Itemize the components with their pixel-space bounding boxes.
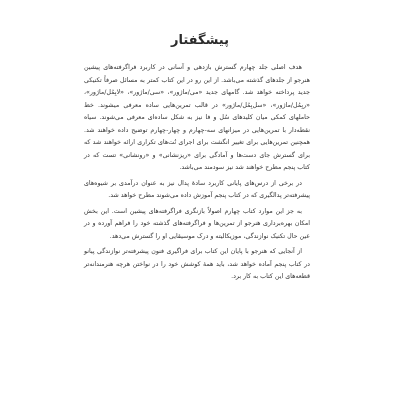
preface-body — [84, 62, 310, 284]
paragraph-1: هدف اصلی جلد چهارم گسترش بازدهی و آسانی در کاربرد فراگرفته‌های پیشین هنرجو از جلدهای گذشته می‌باشد. از این رو در این کتاب کمتر به مسائل صرفاً تکنیکی جدید پرداخته خواهد شد. گامهای جدید «می/ماژور»، «سی/ماژور»، «لابِمُل/ماژور»، «ربِمُل/ماژور»، «سل‌بِمُل/ماژور» در قالب تمرین‌هایی ساده معرفی میشوند. خط حاملهای کمکی میان کلیدهای سُل و فا نیز به شکل ساده‌ای معرفی می‌شوند. سیاه نقطه‌دار با تمرین‌هایی در میزانهای سه-چهارم و چهار-چهارم توضیح داده خواهند شد. همچنین تمرین‌هایی برای تغییر انگشت برای اجرای نُت‌های تکراری ارائه خواهند شد که برای گسترش جای دست‌ها و آمادگی برای «ریزنشانی» و «رونشانی» تست که در کتاب پنجم مطرح خواهند شد نیز سودمند می‌باشد. — [84, 64, 310, 171]
paragraph-3: به جز این موارد کتاب چهارم اصولاً بازنگری فراگرفته‌های پیشین است. این بخش امکان بهره‌برداری هنرجو از تمرین‌ها و فراگرفته‌های گذشته خود را فراهم آورده و در عین حال تکنیک نوازندگی، موزیکالیته و درک موسیقایی او را گسترش می‌دهد. — [84, 207, 310, 240]
paragraph-2: در برخی از درس‌های پایانی کاربرد سادهٔ پدال نیز به عنوان درآمدی بر شیوه‌های پیشرفته‌تر پدالگیری که در کتاب پنجم آموزش داده می‌شوند مطرح خواهد شد. — [84, 179, 310, 199]
paragraph-4: از آنجایی که هنرجو با پایان این کتاب برای فراگیری فنون پیشرفته‌تر نوازندگی پیانو در کتاب پنجم آماده خواهد شد، باید همهٔ کوشش خود را در نواختن هرچه هنرمندانه‌تر قطعه‌های این کتاب به کار برد. — [84, 248, 310, 280]
page-title: پیشگفتار — [170, 33, 229, 48]
